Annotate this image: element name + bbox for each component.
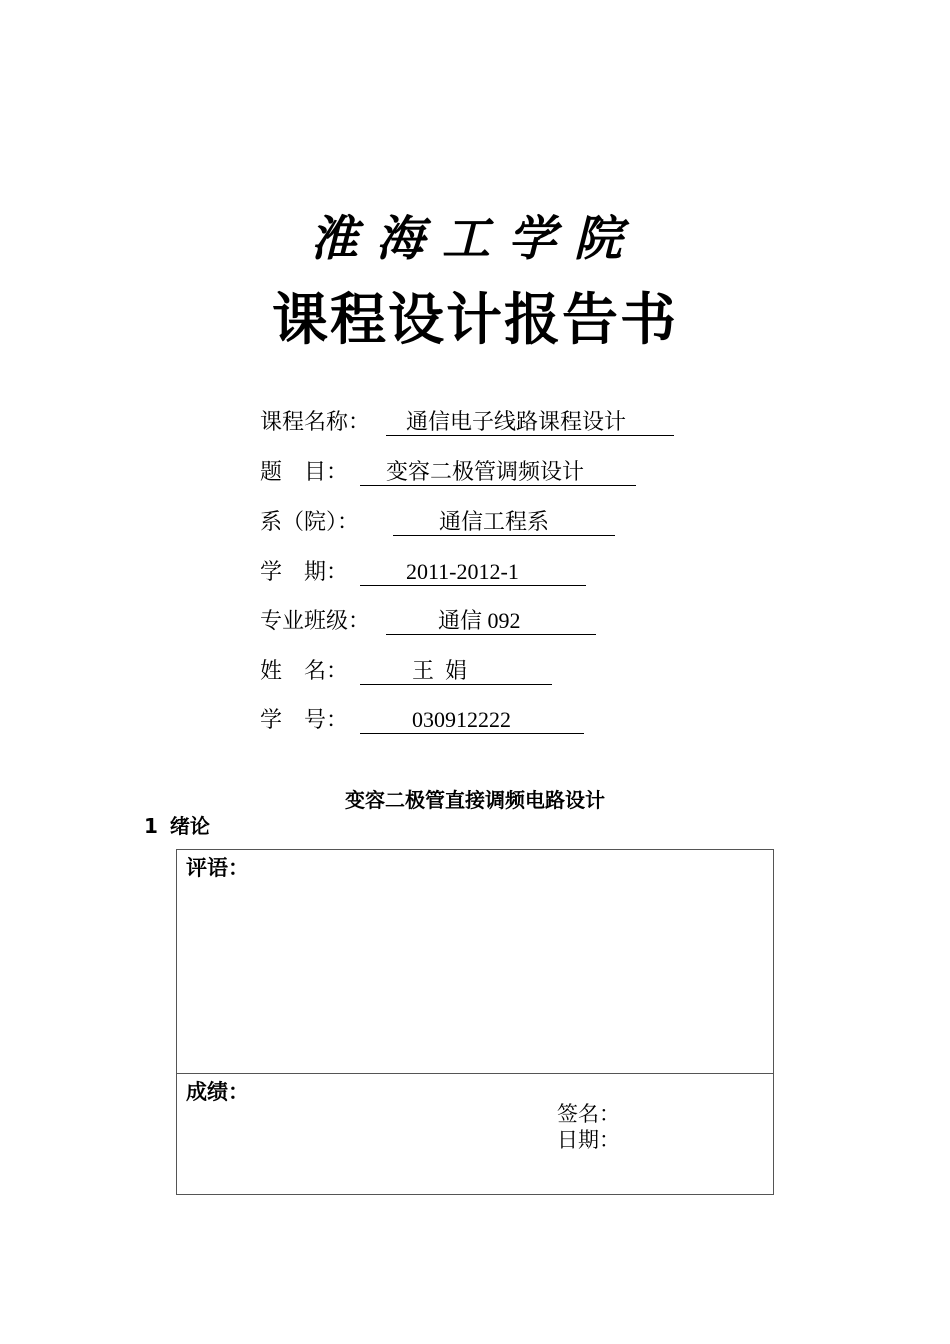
info-value: 通信电子线路课程设计 bbox=[386, 409, 674, 436]
date-label: 日期： bbox=[557, 1128, 620, 1152]
info-label: 学 号： bbox=[260, 708, 349, 733]
comment-label: 评语： bbox=[186, 856, 249, 880]
info-label: 系（院）： bbox=[260, 510, 360, 535]
info-row-department bbox=[260, 506, 615, 540]
info-value: 通信 092 bbox=[386, 608, 596, 635]
section-heading bbox=[144, 810, 210, 839]
info-label: 学 期： bbox=[260, 560, 349, 585]
review-box bbox=[176, 849, 774, 1195]
info-row-class bbox=[260, 605, 596, 639]
info-value: 030912222 bbox=[360, 707, 584, 734]
info-value: 2011-2012-1 bbox=[360, 559, 586, 586]
comment-area bbox=[177, 850, 773, 1074]
document-subtitle: 变容二极管直接调频电路设计 bbox=[345, 788, 605, 812]
info-row-name bbox=[260, 655, 552, 689]
info-row-student-id bbox=[260, 704, 584, 738]
info-label: 题 目： bbox=[260, 460, 349, 485]
info-label: 课程名称： bbox=[260, 410, 371, 435]
info-value: 王 娟 bbox=[360, 658, 552, 685]
sign-label: 签名： bbox=[557, 1102, 620, 1126]
school-name: 淮海工学院 bbox=[309, 211, 640, 267]
info-value: 通信工程系 bbox=[393, 509, 615, 536]
section-title: 绪论 bbox=[169, 814, 210, 838]
section-number: 1 bbox=[144, 814, 158, 838]
info-label: 专业班级： bbox=[260, 609, 371, 634]
info-row-semester bbox=[260, 556, 586, 590]
score-label: 成绩： bbox=[186, 1080, 249, 1104]
info-row-course bbox=[260, 406, 674, 440]
info-value: 变容二极管调频设计 bbox=[360, 459, 636, 486]
info-label: 姓 名： bbox=[260, 659, 349, 684]
report-title: 课程设计报告书 bbox=[272, 288, 678, 353]
info-row-topic bbox=[260, 456, 636, 490]
